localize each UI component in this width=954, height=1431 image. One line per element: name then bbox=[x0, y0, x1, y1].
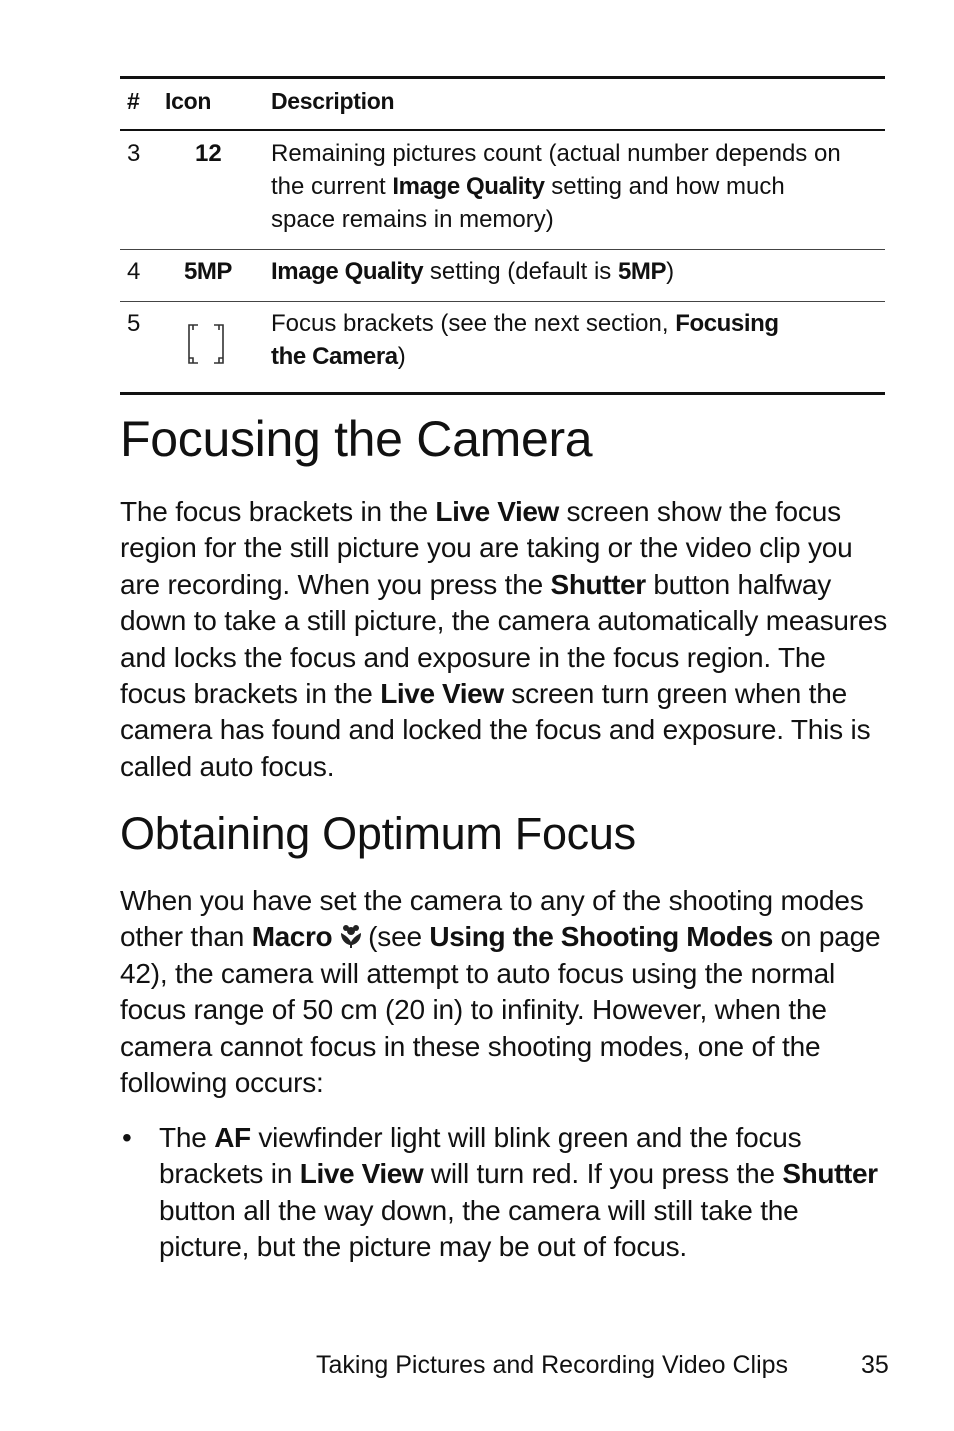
row-description: Remaining pictures count (actual number depends on the current Image Quality setting and how much space remains in memory) bbox=[271, 140, 841, 233]
row-num: 4 bbox=[127, 258, 141, 285]
bullet-marker: • bbox=[122, 1122, 132, 1153]
header-description: Description bbox=[271, 88, 395, 114]
row-num: 3 bbox=[127, 140, 141, 167]
header-icon: Icon bbox=[165, 88, 212, 114]
header-num: # bbox=[127, 88, 140, 114]
section-heading: Obtaining Optimum Focus bbox=[120, 808, 636, 859]
image-quality-icon: 5MP bbox=[184, 258, 232, 285]
row-description: Focus brackets (see the next section, Focusing the Camera) bbox=[271, 310, 779, 370]
focus-brackets-icon bbox=[184, 322, 228, 366]
footer-chapter-title: Taking Pictures and Recording Video Clips bbox=[316, 1351, 789, 1379]
row-num: 5 bbox=[127, 310, 141, 337]
icon-table bbox=[120, 76, 885, 395]
table-row bbox=[120, 131, 885, 249]
list-item-text: The AF viewfinder light will blink green and the focus brackets in Live View will turn red. If you press the Shutter button all the way down, the camera will still take the picture, but the picture may be out of focus. bbox=[159, 1122, 878, 1263]
page-number: 35 bbox=[861, 1351, 889, 1379]
body-paragraph: The focus brackets in the Live View screen show the focus region for the still picture you are taking or the video clip you are recording. When you press the Shutter button halfway down to take a still picture, the camera automatically measures and locks the focus and exposure in the focus region. The focus brackets in the Live View screen turn green when the camera has found and locked the focus and exposure. This is called auto focus. bbox=[120, 496, 888, 782]
row-description: Image Quality setting (default is 5MP) bbox=[271, 258, 675, 285]
macro-flower-icon bbox=[338, 923, 364, 949]
table-row bbox=[120, 250, 885, 301]
remaining-count-icon: 12 bbox=[195, 140, 222, 167]
table-row bbox=[120, 302, 885, 392]
body-paragraph: When you have set the camera to any of the shooting modes other than Macro (see Using the Shooting Modes on page 42), the camera will attempt to auto focus using the normal focus range of 50 cm (20 in) to infinity. However, when the camera cannot focus in these shooting modes, one of the following occurs: bbox=[120, 885, 881, 1099]
table-bottom-rule bbox=[120, 392, 885, 395]
table-header-row bbox=[120, 79, 885, 129]
section-heading: Focusing the Camera bbox=[120, 411, 593, 467]
